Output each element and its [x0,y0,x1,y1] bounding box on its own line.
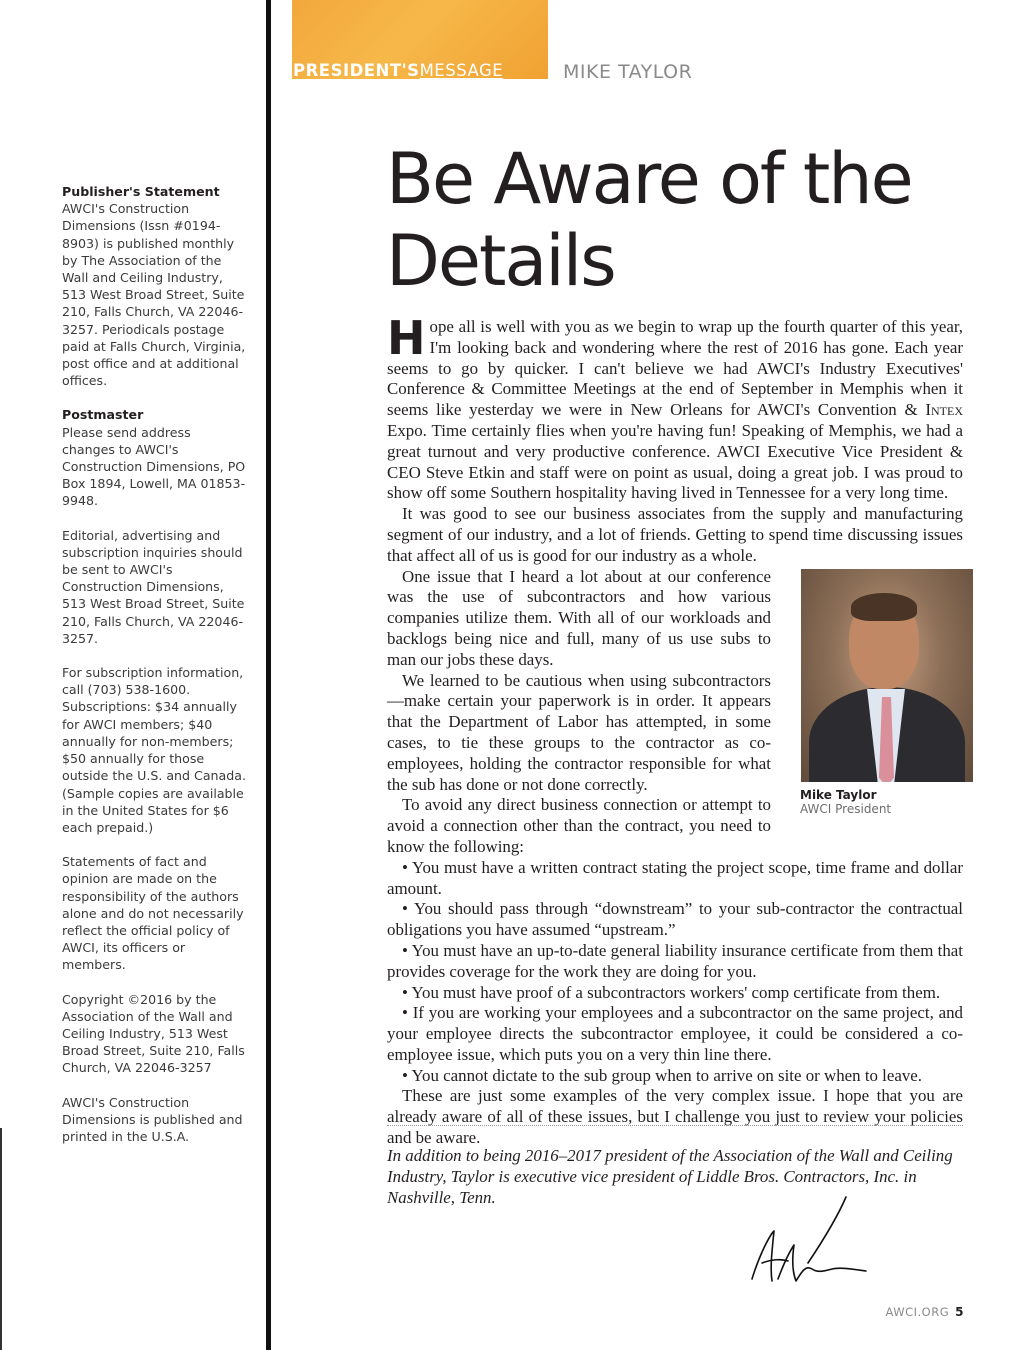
section-kicker [293,61,503,81]
vertical-divider [266,0,271,1350]
caption-name: Mike Taylor [800,787,877,802]
article-body [387,311,963,1149]
kicker-light: MESSAGE [419,61,504,80]
p1-part-b: Expo. Time certainly flies when you're having fun! Speaking of Memphis, we had a great turnout and very productive conference. AWCI Executive Vice President & CEO Steve Etkin and staff were on point as usual, doing a great job. I was proud to show off some Southern hospitality having lived in Tennessee for a very long time. [387,420,963,503]
paragraph-5: To avoid any direct business connection or attempt to avoid a connection other than the contract, you need to know the following: [387,795,771,856]
publisher-text: AWCI's Construction Dimensions (Issn #0194-8903) is published monthly by The Association of the Wall and Ceiling Industry, 513 West Broad Street, Suite 210, Falls Church, VA 22046-3257. Periodicals postage paid at Falls Church, Virginia, post office and at additional offices. [62,201,246,389]
printed-text: AWCI's Construction Dimensions is published and printed in the U.S.A. [62,1094,243,1144]
publisher-sidebar [62,183,247,1162]
bullet-item: • You must have an up-to-date general liability insurance certificate from them that provides coverage for the work they are doing for you. [387,940,963,981]
bullet-item: • You cannot dictate to the sub group when to arrive on site or when to leave. [402,1065,923,1085]
portrait-hair [851,593,917,621]
statements-text: Statements of fact and opinion are made on the responsibility of the authors alone and do not necessarily reflect the official policy of AWCI, its officers or members. [62,854,244,973]
bullet-item: • You must have proof of a subcontractors workers' comp certificate from them. [402,982,941,1002]
portrait-photo [801,569,973,782]
photo-block [785,569,973,814]
dotted-divider [387,1125,963,1126]
bullet-item: • If you are working your employees and a subcontractor on the same project, and your employee directs the subcontractor employee, it could be considered a co-employee issue, which puts you on a very thin line there. [387,1003,963,1064]
photo-caption [800,788,973,816]
bullet-item: • You must have a written contract stating the project scope, time frame and dollar amount. [387,857,963,898]
subscription-info [62,664,247,836]
copyright-text: Copyright ©2016 by the Association of the Wall and Ceiling Industry, 513 West Broad Street, Suite 210, Falls Church, VA 22046-3257 [62,991,245,1076]
page-footer [886,1305,965,1319]
p1-part-a: ope all is well with you as we begin to wrap up the fourth quarter of this year, I'm looking back and wondering where the rest of 2016 has gone. Each year seems to go by quicker. I can't believe we had AWCI's Industry Executives' Conference & Committee Meetings at the end of September in Memphis when it seems like yesterday we were in New Orleans for AWCI's Convention & [387,317,963,420]
p1-intex: Intex [925,400,963,420]
footer-site: AWCI.ORG [885,1305,950,1319]
editorial-text: Editorial, advertising and subscription inquiries should be sent to AWCI's Construction Dimensions, 513 West Broad Street, Suite 210, Falls Church, VA 22046-3257. [62,527,245,646]
drop-cap: H [387,311,426,365]
kicker-bold: PRESIDENT'S [293,61,420,80]
postmaster [62,406,247,509]
page-number: 5 [955,1305,964,1319]
bullet-item: • You should pass through “downstream” to your sub-contractor the contractual obligations you have assumed “upstream.” [387,899,963,940]
left-edge-rule [0,1128,2,1350]
postmaster-text: Please send address changes to AWCI's Construction Dimensions, PO Box 1894, Lowell, MA 01853-9948. [62,424,246,509]
editorial-inquiries [62,527,247,647]
disclaimer [62,853,247,973]
paragraph-2: It was good to see our business associates from the supply and manufacturing segment of our industry, and a lot of friends. Getting to spend time discussing issues that affect all of us is good for our industry as a whole. [387,504,963,565]
paragraph-final: These are just some examples of the very complex issue. I hope that you are already aware of all of these issues, but I challenge you just to review your policies and be aware. [387,1086,963,1148]
copyright [62,991,247,1077]
author-bio: In addition to being 2016–2017 president of the Association of the Wall and Ceiling Industry, Taylor is executive vice president of Liddle Bros. Contractors, Inc. in Nashville, Tenn. [387,1146,953,1207]
signature [748,1193,868,1288]
caption-title: AWCI President [800,801,892,816]
headline: Be Aware of the Details [386,138,912,302]
author-name: MIKE TAYLOR [563,61,693,83]
publisher-heading: Publisher's Statement [62,184,220,199]
paragraph-3: One issue that I heard a lot about at our conference was the use of subcontractors and how various companies utilize them. With all of our workloads and backlogs being nice and full, many of us use subs to man our jobs these days. [387,566,771,669]
subscription-text: For subscription information, call (703) 538-1600. Subscriptions: $34 annually for AWCI members; $40 annually for non-members; $50 annually for those outside the U.S. and Canada. (Sample copies are available in the United States for $6 each prepaid.) [62,665,246,835]
postmaster-heading: Postmaster [62,407,144,423]
printed-note [62,1094,247,1146]
paragraph-4: We learned to be cautious when using subcontractors—make certain your paperwork is in order. It appears that the Department of Labor has attempted, in some cases, to tie these groups to the contractor as co-employees, holding the contractor responsible for what the sub has done or not done correctly. [387,670,771,794]
paragraph-1 [387,311,963,504]
publisher-statement [62,183,247,389]
